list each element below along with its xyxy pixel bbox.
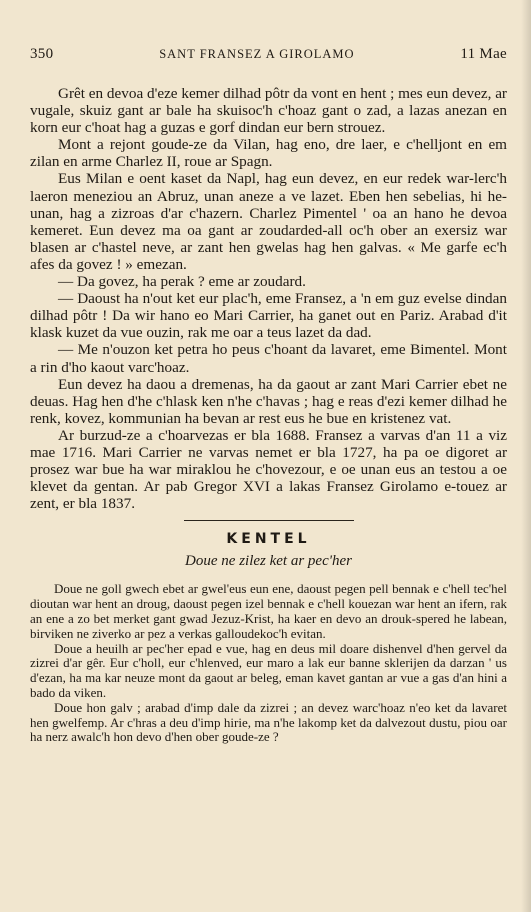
section-rule [184, 520, 354, 521]
paragraph: Grêt en devoa d'eze kemer dilhad pôtr da vont en hent ; mes eun devez, ar vugale, skuiz gant ar bale ha skuisoc'h c'hoaz gant o zad, a lazas anezan en korn eur c'hoat hag a guzas e gorf dindan eur bern strouez. [30, 85, 507, 137]
main-text [30, 85, 507, 512]
section-paragraph: Doue ne goll gwech ebet ar gwel'eus eun ene, daoust pegen pell bennak e c'hell tec'hel dioutan war hent an droug, daoust pegen izel bennak e c'hell kouezan war hent an ifern, rak an ene a zo bet merket gant gwad Jezuz-Krist, ha kaer en devo an drouk-spered he labean, birviken ne ziverko ar pez a verkas galloudekoc'h evitan. [30, 581, 507, 641]
page-edge-shadow [521, 0, 531, 912]
page-date: 11 Mae [460, 46, 507, 62]
paragraph: — Me n'ouzon ket petra ho peus c'hoant da lavaret, eme Bimentel. Mont a rin d'ho kaout varc'hoaz. [30, 341, 507, 376]
paragraph: — Da govez, ha perak ? eme ar zoudard. [58, 273, 306, 291]
paragraph: Eus Milan e oent kaset da Napl, hag eun devez, en eur redek war-lerc'h laeron meneziou an Abruz, unan aneze a ve lazet. Eben hen sebelias, hi he-unan, hag a zizroas d'ar c'hazern. Charlez Pimentel ' oa an hano he devoa kemeret. Eun devez ma oa gant ar zoudarded-all oc'h ober an exersiz war blasen ar c'hastel neve, ar zant hen gwelas hag hen galvas. « Me garfe ec'h afes da govez ! » emezan. [30, 170, 507, 273]
paragraph: Ar burzud-ze a c'hoarvezas er bla 1688. Fransez a varvas d'an 11 a viz mae 1716. Mari Carrier ne varvas nemet er bla 1727, ha pa oe digoret ar prosez war bue ha war miraklou he c'hovezour, e oe unan eus an testou a oe klevet da gentan. Ar pab Gregor XVI a lakas Fransez Girolamo e-touez ar zent, er bla 1837. [30, 426, 507, 513]
page-header [30, 46, 507, 63]
section-text [30, 582, 507, 745]
running-title: SANT FRANSEZ A GIROLAMO [159, 47, 355, 61]
section-title: KENTEL [226, 531, 311, 548]
section-subtitle: Doue ne zilez ket ar pec'her [185, 553, 352, 570]
paragraph: — Daoust ha n'out ket eur plac'h, eme Fransez, a 'n em guz evelse dindan dilhad pôtr ! Da wir hano eo Mari Carrier, ha ganet out en Pariz. Arabad d'it klask kuzet da vue ouzin, rak me oar a teus lazet da dad. [30, 290, 507, 342]
section-paragraph: Doue a heuilh ar pec'her epad e vue, hag en deus mil doare dishenvel d'hen gervel da zizrei d'ar gêr. Eur c'holl, eur c'hlenved, eur maro a lak eur banne sklerijen da darzan ' us d'ezan, ha ma kar neuze mont da gaout ar beleg, eman kavet gantan ar vue a gas d'an hini a bado da viken. [30, 640, 507, 700]
section-paragraph: Doue hon galv ; arabad d'imp dale da zizrei ; an devez warc'hoaz n'eo ket da lavaret hen gwelfemp. Ar c'hras a deu d'imp hirie, ma n'he lakomp ket da dalvezout dustu, piou oar ha nerz awalc'h hon devo d'hen ober goude-ze ? [30, 699, 507, 745]
paragraph: Eun devez ha daou a dremenas, ha da gaout ar zant Mari Carrier ebet ne deuas. Hag hen d'he c'hlask ken n'he c'havas ; hag e reas d'ezi kemer dilhad he renk, kovez, kommunian ha bevan ar rest eus he bue en kristenez vat. [30, 375, 507, 427]
page-number: 350 [30, 46, 54, 62]
section-divider [30, 520, 507, 521]
paragraph: Mont a rejont goude-ze da Vilan, hag eno, dre laer, e c'helljont en em zilan en arme Charlez II, roue ar Spagn. [30, 136, 507, 171]
